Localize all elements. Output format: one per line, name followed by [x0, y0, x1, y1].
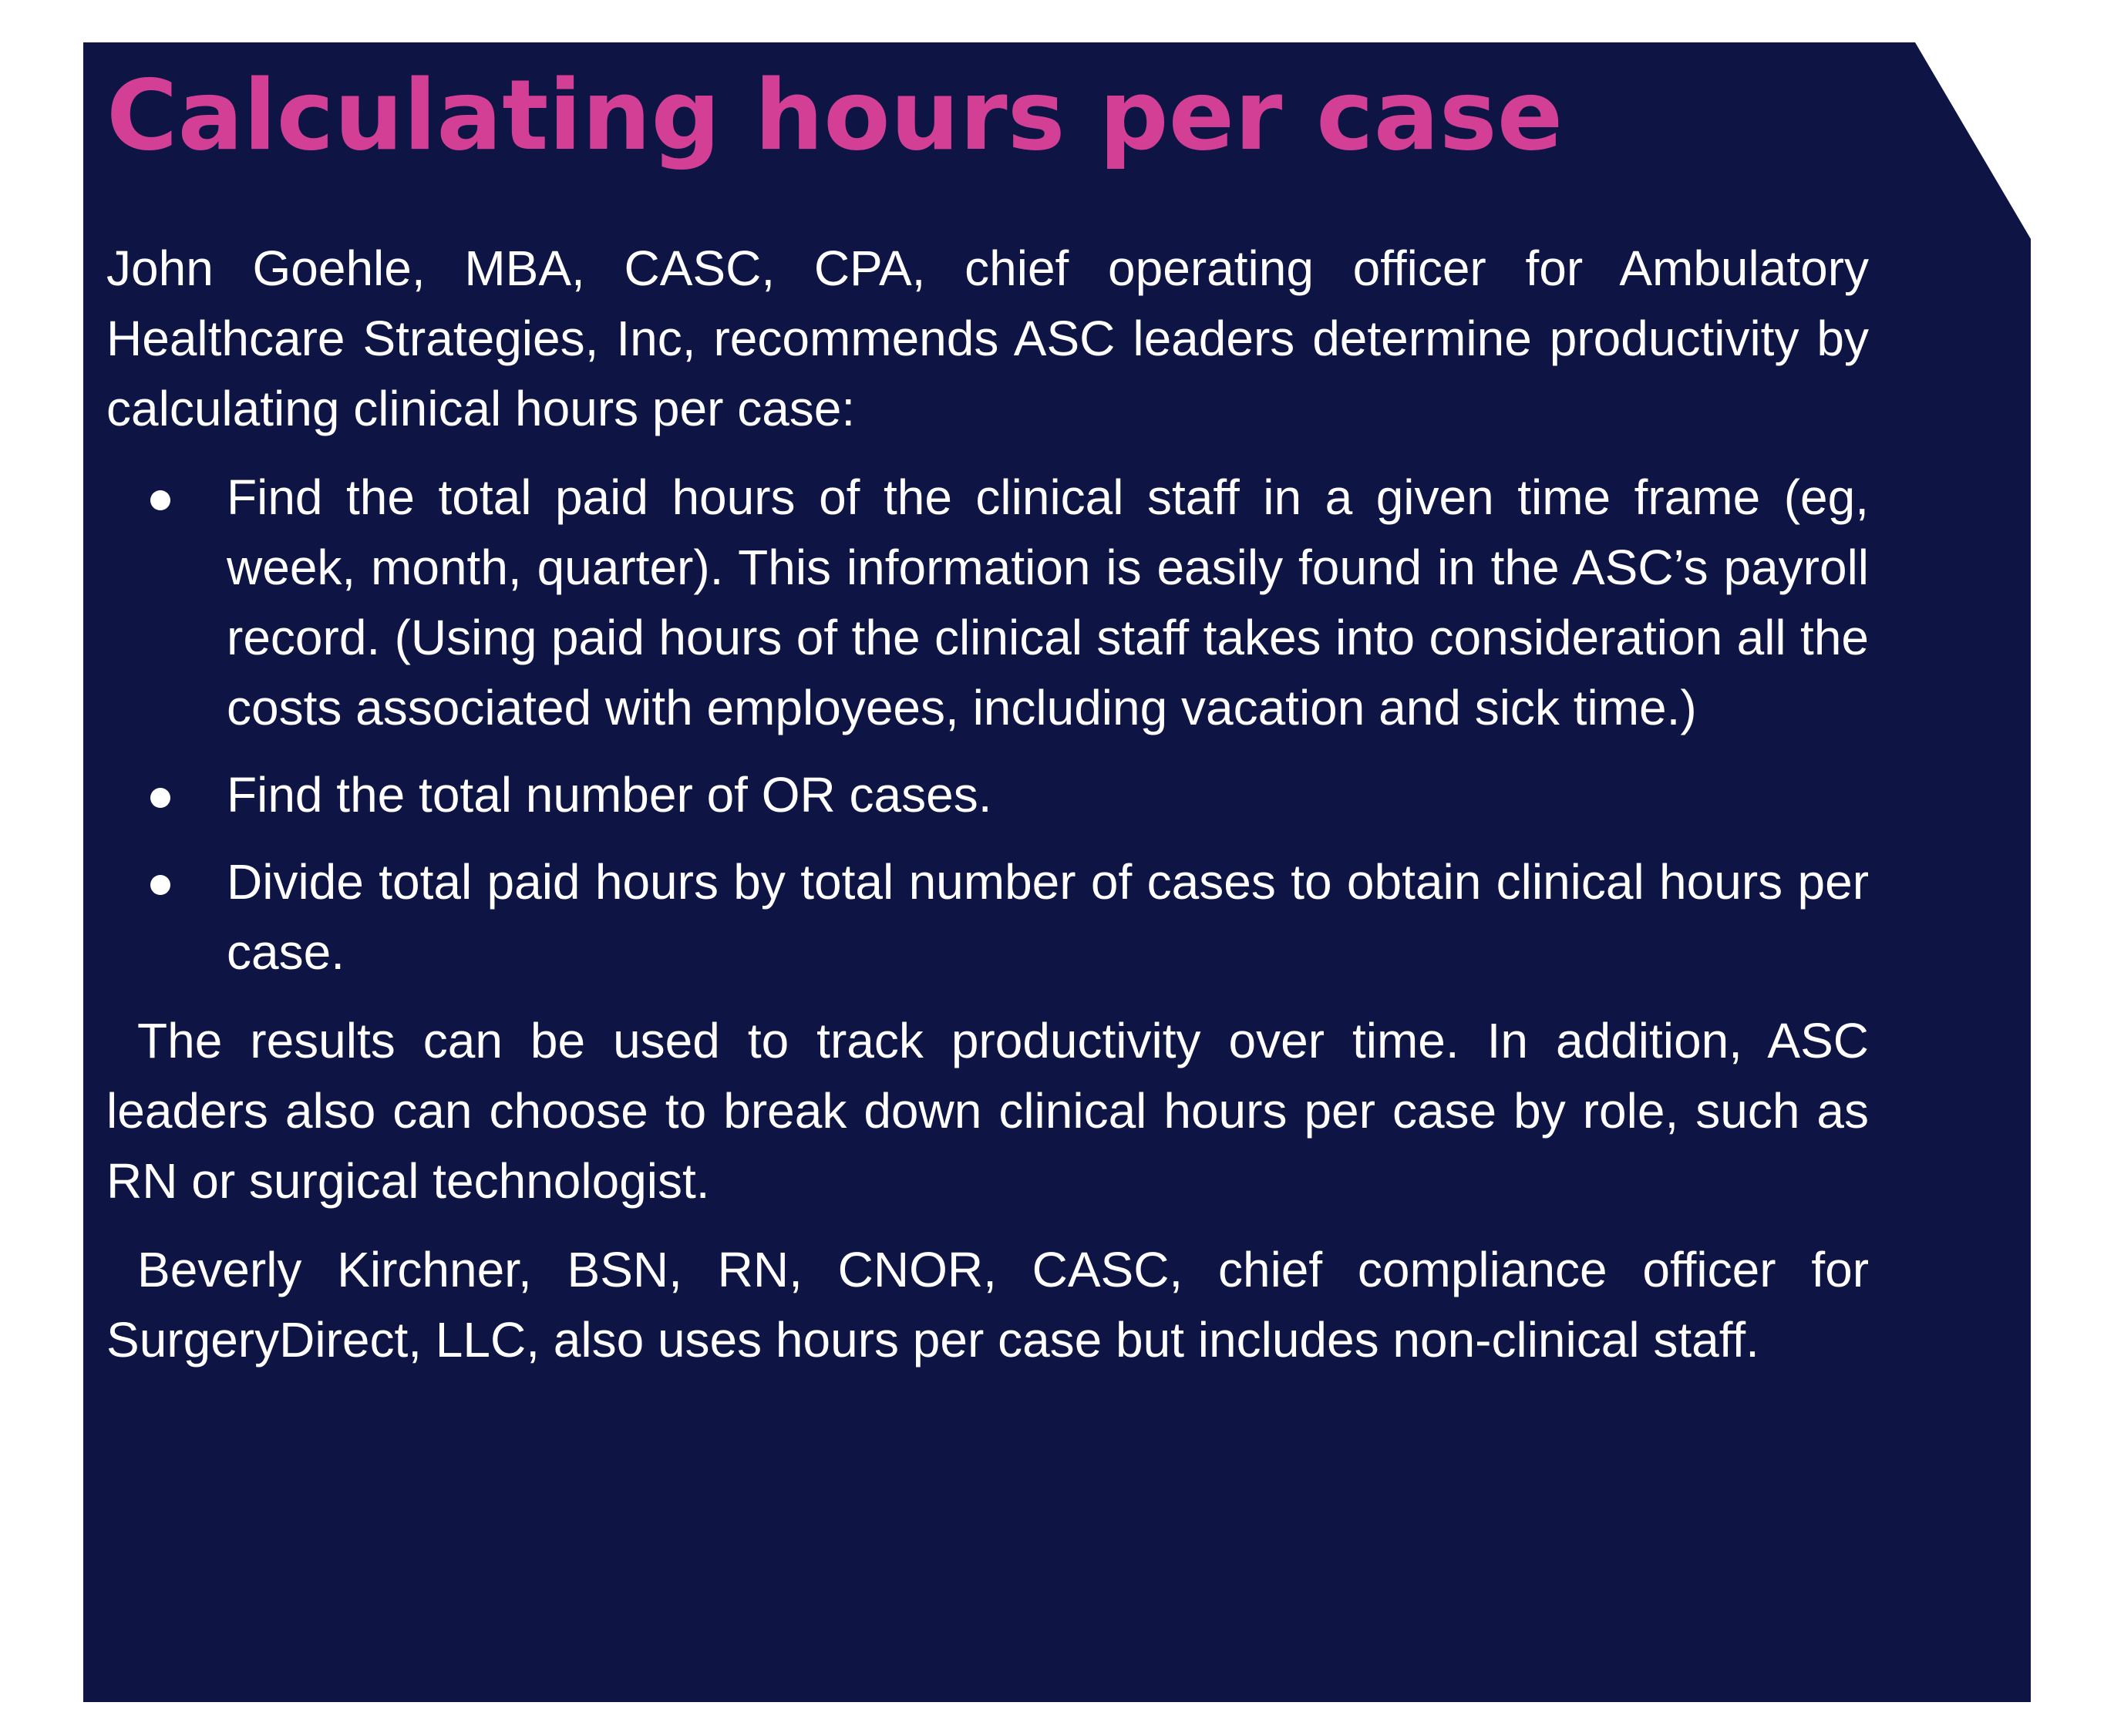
- list-item-text: Find the total number of OR cases.: [227, 767, 992, 823]
- bullet-icon: [150, 788, 170, 808]
- bullet-icon: [150, 490, 170, 510]
- kirchner-paragraph: Beverly Kirchner, BSN, RN, CNOR, CASC, chief compliance officer for SurgeryDirect, LLC, also uses hours per case but includes non-clinical staff.: [106, 1242, 1869, 1368]
- sidebar-body: [106, 234, 1869, 1375]
- sidebar-title: Calculating hours per case: [106, 59, 1564, 172]
- list-item-text: Divide total paid hours by total number of cases to obtain clinical hours per case.: [227, 854, 1869, 980]
- intro-paragraph: John Goehle, MBA, CASC, CPA, chief operating officer for Ambulatory Healthcare Strategies, Inc, recommends ASC leaders determine productivity by calculating clinical hours per case:: [106, 241, 1869, 436]
- steps-list: [106, 463, 1869, 987]
- bullet-icon: [150, 875, 170, 895]
- list-item: [227, 760, 1869, 830]
- list-item-text: Find the total paid hours of the clinical staff in a given time frame (eg, week, month, quarter). This information is easily found in the ASC’s payroll record. (Using paid hours of the clinical staff takes into consideration all the costs associated with employees, including vacation and sick time.): [227, 469, 1869, 735]
- results-paragraph: The results can be used to track productivity over time. In addition, ASC leaders also can choose to break down clinical hours per case by role, such as RN or surgical technologist.: [106, 1013, 1869, 1209]
- list-item: [227, 463, 1869, 743]
- list-item: [227, 847, 1869, 987]
